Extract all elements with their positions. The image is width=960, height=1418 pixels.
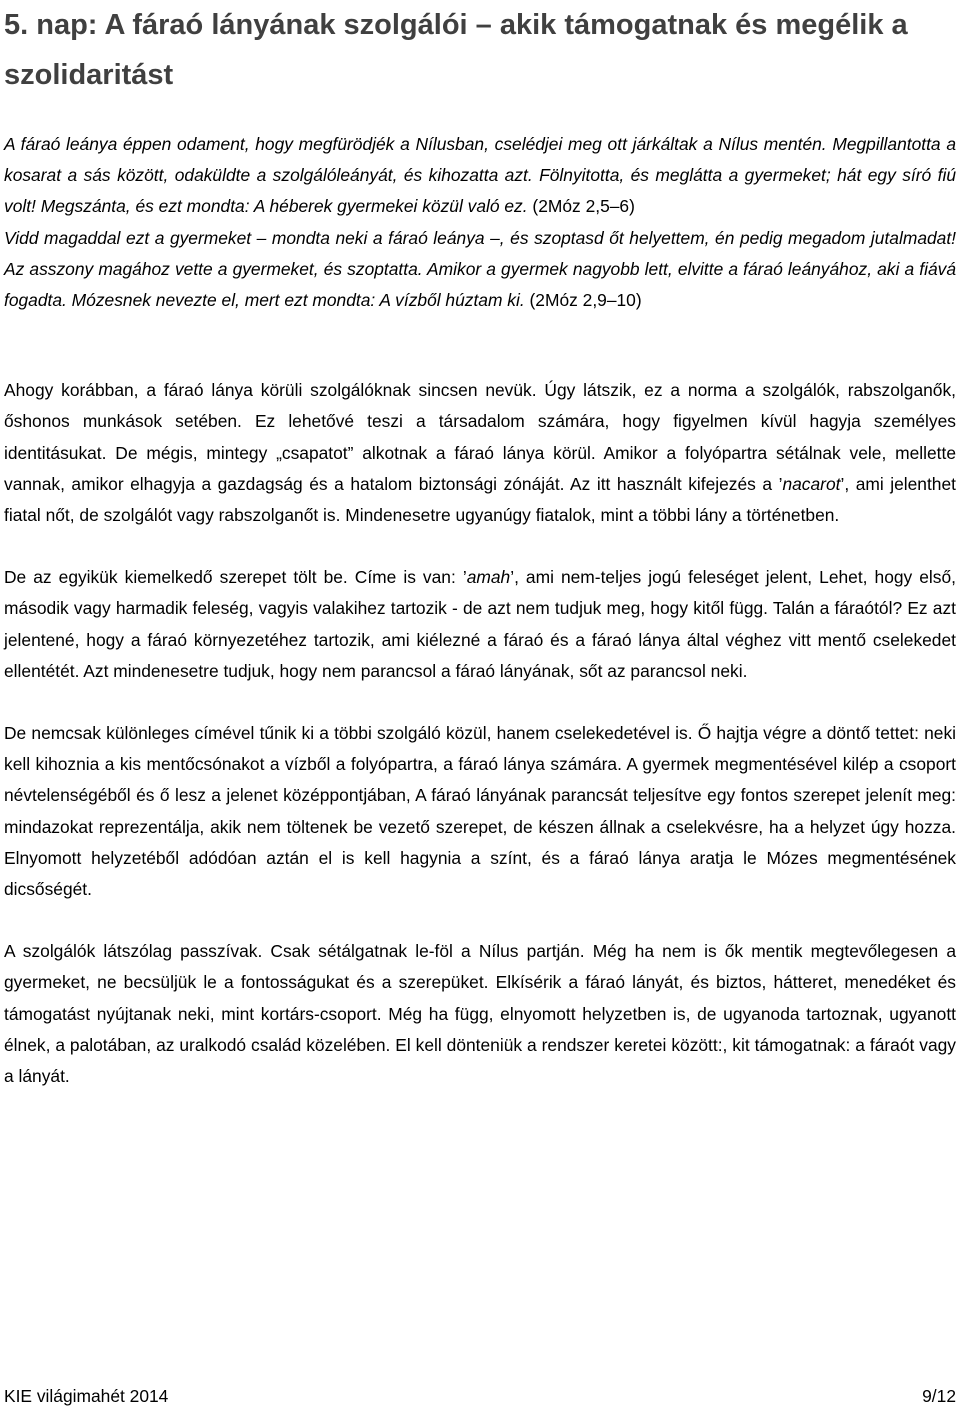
scripture-text-1: A fáraó leánya éppen odament, hogy megfürödjék a Nílusban, cselédjei meg ott járkáltak a Nílus mentén. Megpillantotta a kosarat a sás között, odaküldte a szolgálóleányát, és kihozatta azt. Fölnyitotta, és meglátta a gyermeket; hát egy síró fiú volt! Megszánta, és ezt mondta: A héberek gyermekei közül való ez. [4,134,956,217]
footer-title: KIE világimahét 2014 [4,1386,169,1406]
paragraph-2-term: amah [466,567,511,588]
scripture-reference-1: (2Móz 2,5–6) [527,196,635,217]
document-page [4,0,956,1092]
paragraph-1 [4,375,956,531]
page-number: 9/12 [922,1386,956,1406]
paragraph-2-text-a: De az egyikük kiemelkedő szerepet tölt be. Címe is van: ’ [4,567,467,588]
paragraph-1-text-a: Ahogy korábban, a fáraó lánya körüli szolgálóknak sincsen nevük. Úgy látszik, ez a norma a szolgálók, rabszolganők, őshonos munkások setében. Ez lehetővé teszi a társadalom számára, hogy figyelmen kívül hagyja személyes identitásukat. De mégis, mintegy „csapatot” alkotnak a fáraó lánya körül. Amikor a folyópartra sétálnak vele, mellette vannak, amikor elhagyja a gazdagság és a hatalom biztonsági zónáját. Az itt használt kifejezés a ’ [4,380,956,494]
paragraph-4: A szolgálók látszólag passzívak. Csak sétálgatnak le-föl a Nílus partján. Még ha nem is ők mentik megtevőlegesen a gyermeket, ne becsüljük le a fontosságukat és a szerepüket. Elkísérik a fáraó lányát, és biztos, hátteret, menedéket és támogatást nyújtanak neki, mint kortárs-csoport. Még ha függ, elnyomott helyzetben is, de ugyanoda tartoznak, ugyanott élnek, a palotában, az uralkodó család közelében. El kell dönteniük a rendszer keretei között:, kit támogatnak: a fáraót vagy a lányát. [4,941,956,1087]
page-footer [4,1386,956,1407]
paragraph-1-text-b: ’, ami jelenthet fiatal nőt, de szolgálót vagy rabszolganőt is. Mindenesetre ugyanúgy fiatalok, mint a többi lány a történetben. [4,473,956,526]
paragraph-1-term: nacarot [782,473,841,494]
paragraph-2-text-b: ’, ami nem-teljes jogú feleséget jelent, Lehet, hogy első, második vagy harmadik feleség, vagyis valakihez tartozik - de azt nem tudjuk meg, hogy kitől függ. Talán a fáraótól? Ez azt jelentené, hogy a fáraó környezetéhez tartozik, ami kiélezné a fáraó és a fáraó lánya által véghez vitt mentő cselekedet ellentétét. Azt mindenesetre tudjuk, hogy nem parancsol a fáraó lányának, sőt az parancsol neki. [4,567,956,681]
page-title: 5. nap: A fáraó lányának szolgálói – akik támogatnak és megélik a szolidaritást [4,9,908,91]
paragraph-3: De nemcsak különleges címével tűnik ki a többi szolgáló közül, hanem cselekedetével is. Ő hajtja végre a döntő tettet: neki kell kihoznia a kis mentőcsónakot a vízből a folyópartra, a fáraó lánya számára. A gyermek megmentésével kilép a csoport névtelenségéből és ő lesz a jelenet középpontjában, A fáraó lányának parancsát teljesítve egy fontos szerepet jelenít meg: mindazokat reprezentálja, akik nem töltenek be vezető szerepet, de készen állnak a cselekvésre, ha a helyzet úgy hozza. Elnyomott helyzetéből adódóan aztán el is kell hagynia a színt, és a fáraó lánya aratja le Mózes megmentésének dicsőségét. [4,723,956,900]
scripture-text-2: Vidd magaddal ezt a gyermeket – mondta neki a fáraó leánya –, és szoptasd őt helyettem, én pedig megadom jutalmadat! Az asszony magához vette a gyermeket, és szoptatta. Amikor a gyermek nagyobb lett, elvitte a fáraó leányához, aki a fiává fogadta. Mózesnek nevezte el, mert ezt mondta: A vízből húztam ki. [4,227,956,311]
paragraph-2 [4,562,956,687]
scripture-quote [4,129,956,316]
scripture-reference-2: (2Móz 2,9–10) [524,290,642,311]
